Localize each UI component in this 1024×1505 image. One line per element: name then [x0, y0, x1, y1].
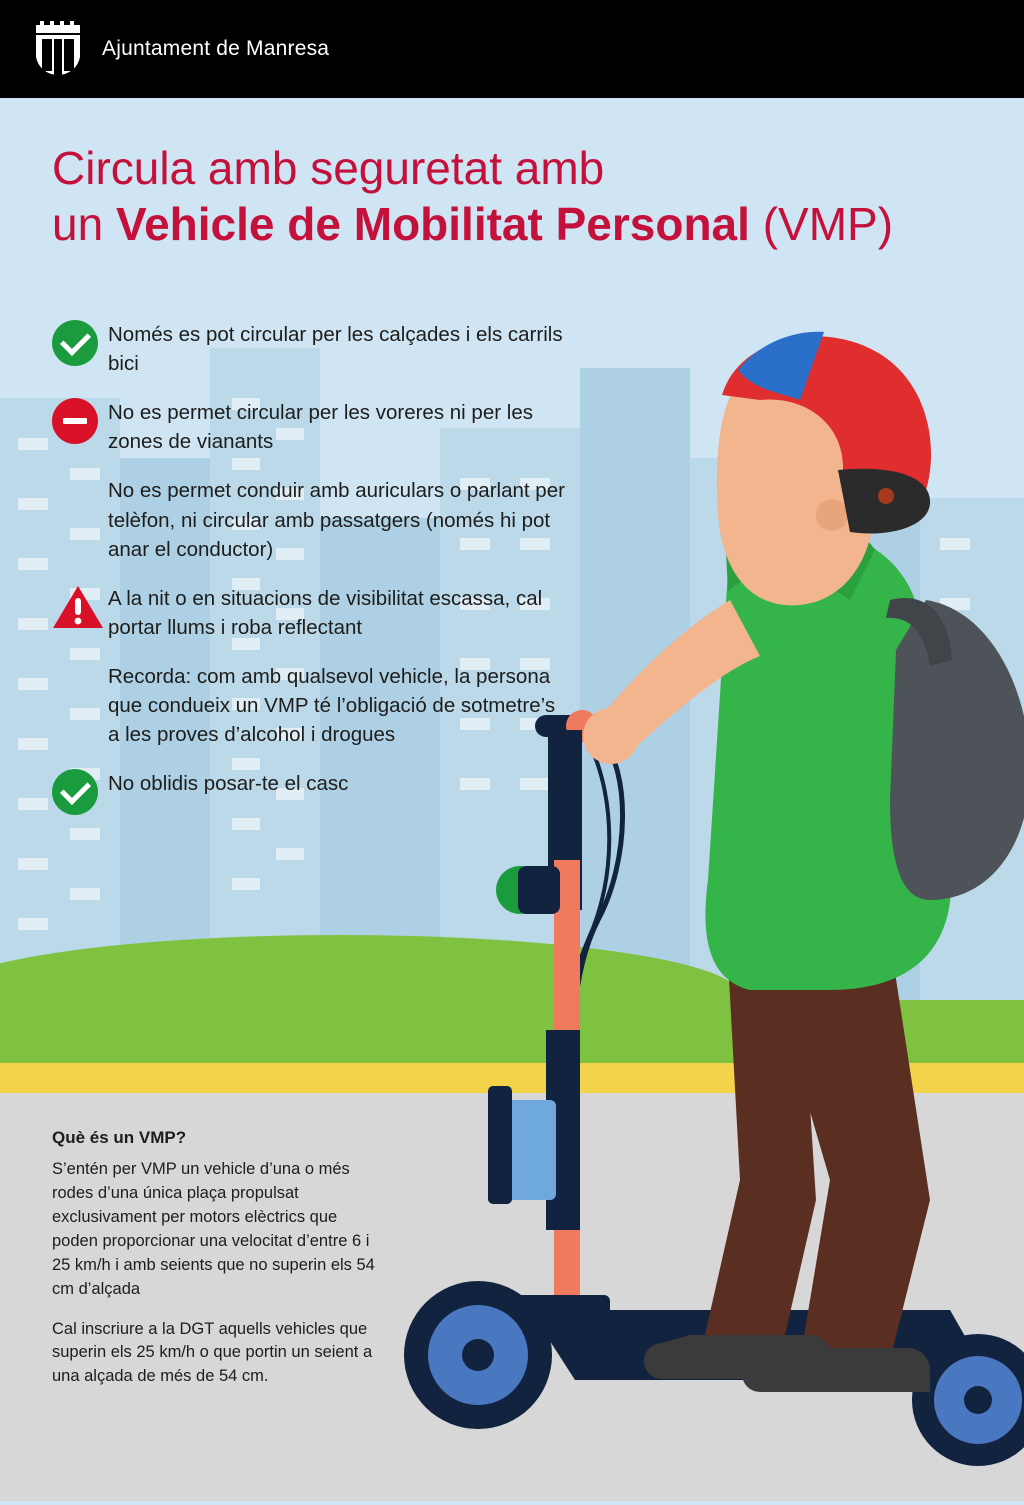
rule-text: Recorda: com amb qualsevol vehicle, la persona que condueix un VMP té l’obligació de sotmetre’s a les proves d’alcohol i drogues [108, 664, 556, 747]
rule-icon-slot [52, 582, 108, 642]
title-highlight: Vehicle de Mobilitat Personal [115, 198, 750, 251]
rule-text: No es permet circular per les voreres ni per les zones de vianants [108, 401, 533, 454]
footer-paragraph-1: S’entén per VMP un vehicle d’una o més rodes d’una única plaça propulsat exclusivament per motors elèctrics que poden proporcionar una velocitat d’entre 6 i 25 km/h i amb seients que no superin els 54 cm d’alçada [52, 1160, 375, 1298]
rule-icon-slot [52, 318, 108, 378]
city-crest-icon [30, 21, 86, 77]
rule-icon-slot [52, 767, 108, 815]
list-item [52, 396, 572, 456]
check-circle-icon [52, 769, 98, 815]
check-circle-icon [52, 320, 98, 366]
rule-icon-slot [52, 660, 108, 663]
header-org-name: Ajuntament de Manresa [102, 37, 330, 60]
building-window [18, 438, 48, 450]
no-entry-icon [52, 398, 98, 444]
list-item [52, 318, 572, 378]
title-line-2 [52, 196, 982, 252]
building-window [276, 848, 304, 860]
warning-triangle-icon [52, 584, 104, 630]
list-item [52, 582, 572, 642]
footer-heading: Què és un VMP? [52, 1128, 187, 1147]
rule-icon-slot [52, 474, 108, 477]
page-title [52, 140, 982, 252]
rule-text: A la nit o en situacions de visibilitat escassa, cal portar llums i roba reflectant [108, 586, 543, 639]
header-bar [0, 0, 1024, 98]
building-window [18, 558, 48, 570]
rule-icon-slot [52, 396, 108, 456]
rule-text: Només es pot circular per les calçades i els carrils bici [108, 323, 563, 376]
building-window [232, 878, 260, 890]
rules-list [52, 318, 572, 833]
building-window [18, 738, 48, 750]
list-item [52, 767, 572, 815]
building-window [18, 618, 48, 630]
building-window [18, 498, 48, 510]
title-prefix: un [52, 198, 116, 251]
list-item [52, 660, 572, 749]
title-line-1: Circula amb seguretat amb [52, 142, 605, 194]
list-item [52, 474, 572, 563]
rule-text: No oblidis posar-te el casc [108, 772, 349, 796]
footer-paragraph-2: Cal inscriure a la DGT aquells vehicles que superin els 25 km/h o que portin un seient a una alçada de més de 54 cm. [52, 1319, 373, 1386]
building-window [18, 678, 48, 690]
title-suffix: (VMP) [749, 198, 894, 251]
building-window [18, 798, 48, 810]
building-window [18, 918, 48, 930]
building-window [70, 888, 100, 900]
building-window [18, 858, 48, 870]
vmp-definition-block [52, 1128, 382, 1405]
rule-text: No es permet conduir amb auriculars o parlant per telèfon, ni circular amb passatgers (només hi pot anar el conductor) [108, 479, 565, 561]
